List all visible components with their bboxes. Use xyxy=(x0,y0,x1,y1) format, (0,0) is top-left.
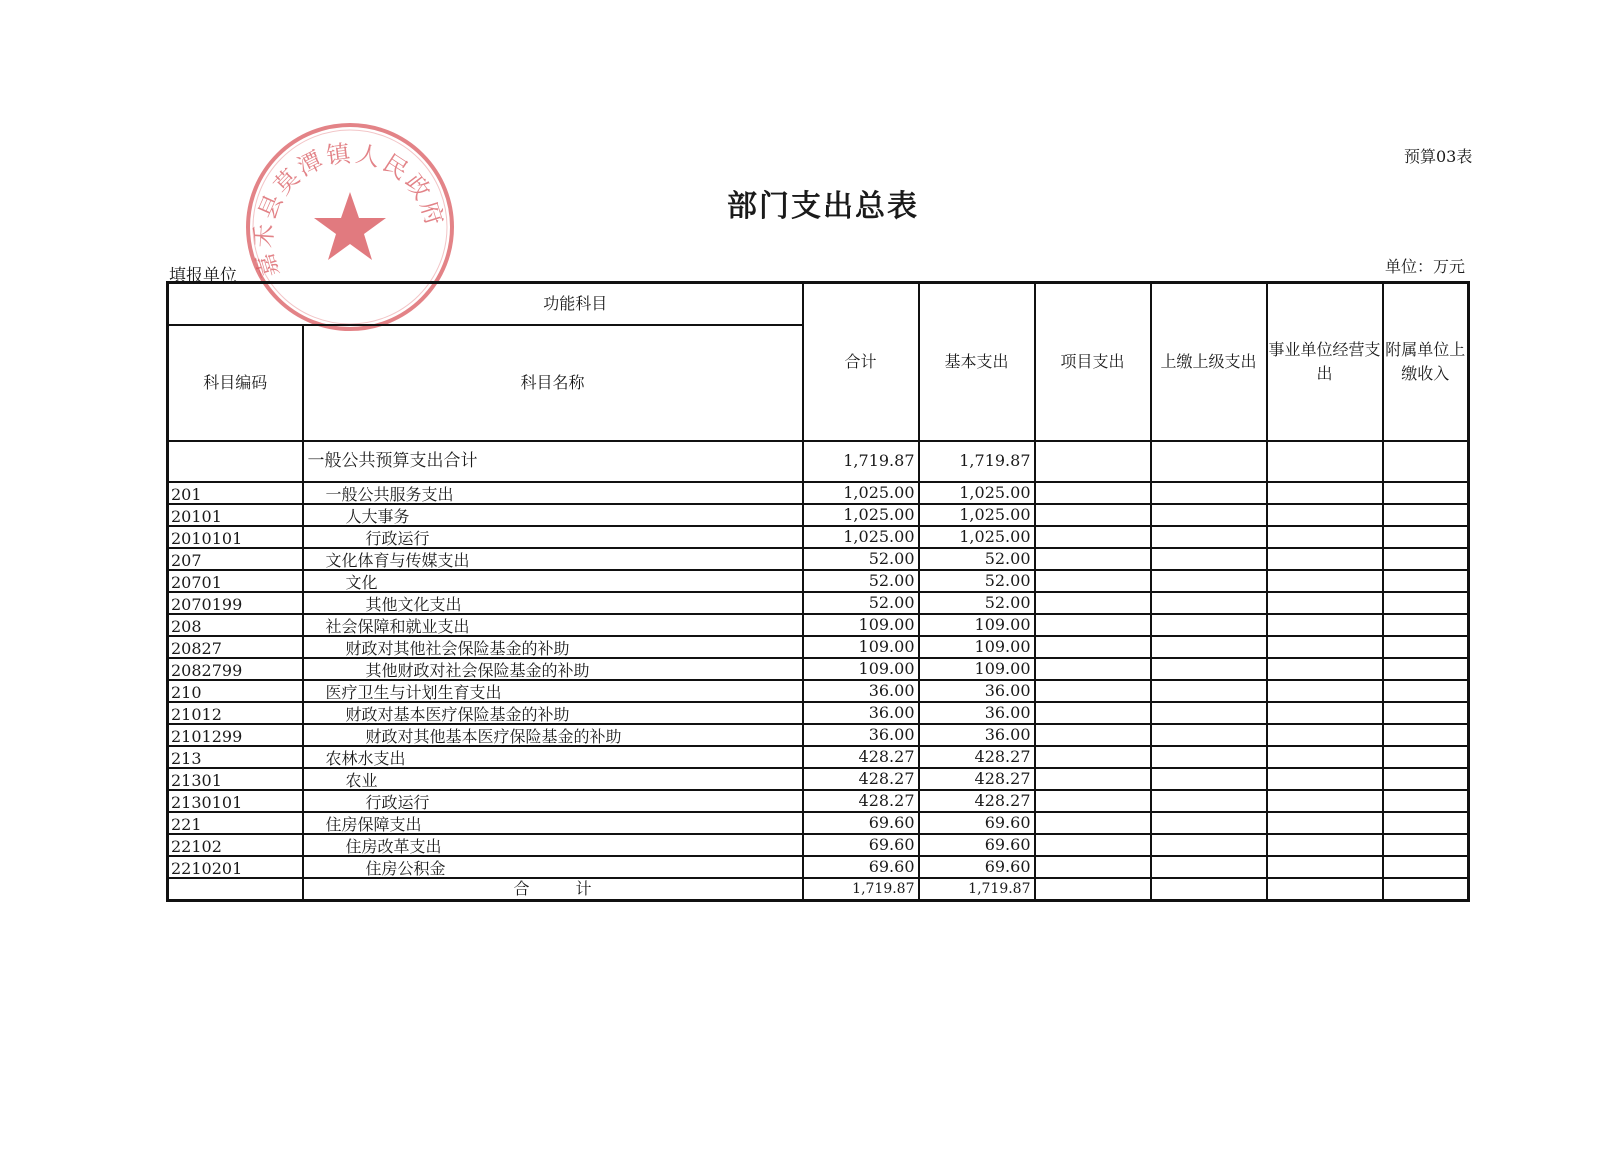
table-row xyxy=(168,526,1469,548)
turnover-expenditure-cell xyxy=(1151,702,1267,724)
business-expenditure-cell xyxy=(1267,482,1383,504)
summary-turnover xyxy=(1151,441,1267,482)
basic-expenditure-cell: 52.00 xyxy=(919,548,1035,570)
business-expenditure-cell xyxy=(1267,768,1383,790)
grand-total-affiliated xyxy=(1383,878,1469,901)
business-expenditure-cell xyxy=(1267,790,1383,812)
affiliated-income-cell xyxy=(1383,526,1469,548)
business-expenditure-cell xyxy=(1267,570,1383,592)
basic-expenditure-cell: 69.60 xyxy=(919,834,1035,856)
subject-code-cell: 201 xyxy=(168,482,303,504)
subject-code-cell: 22102 xyxy=(168,834,303,856)
grand-total-label-left: 合 xyxy=(513,878,530,898)
business-expenditure-cell xyxy=(1267,856,1383,878)
basic-expenditure-cell: 52.00 xyxy=(919,570,1035,592)
total-cell: 109.00 xyxy=(803,614,919,636)
header-basic-expenditure: 基本支出 xyxy=(919,283,1035,441)
business-expenditure-cell xyxy=(1267,526,1383,548)
table-row xyxy=(168,614,1469,636)
grand-total-label-right: 计 xyxy=(575,878,592,898)
basic-expenditure-cell: 1,025.00 xyxy=(919,504,1035,526)
subject-name-cell: 文化 xyxy=(303,570,803,592)
turnover-expenditure-cell xyxy=(1151,834,1267,856)
total-cell: 69.60 xyxy=(803,834,919,856)
project-expenditure-cell xyxy=(1035,592,1151,614)
basic-expenditure-cell: 52.00 xyxy=(919,592,1035,614)
project-expenditure-cell xyxy=(1035,482,1151,504)
business-expenditure-cell xyxy=(1267,614,1383,636)
page-title: 部门支出总表 xyxy=(727,189,919,224)
total-cell: 428.27 xyxy=(803,790,919,812)
subject-code-cell: 207 xyxy=(168,548,303,570)
total-cell: 428.27 xyxy=(803,746,919,768)
business-expenditure-cell xyxy=(1267,746,1383,768)
business-expenditure-cell xyxy=(1267,834,1383,856)
business-expenditure-cell xyxy=(1267,592,1383,614)
subject-code-cell: 208 xyxy=(168,614,303,636)
business-expenditure-cell xyxy=(1267,658,1383,680)
table-row xyxy=(168,834,1469,856)
total-cell: 1,025.00 xyxy=(803,526,919,548)
expenditure-table xyxy=(166,281,1470,902)
affiliated-income-cell xyxy=(1383,768,1469,790)
subject-name-cell: 财政对基本医疗保险基金的补助 xyxy=(303,702,803,724)
turnover-expenditure-cell xyxy=(1151,790,1267,812)
business-expenditure-cell xyxy=(1267,724,1383,746)
business-expenditure-cell xyxy=(1267,548,1383,570)
total-cell: 36.00 xyxy=(803,702,919,724)
summary-name: 一般公共预算支出合计 xyxy=(303,441,803,482)
subject-code-cell: 2082799 xyxy=(168,658,303,680)
affiliated-income-cell xyxy=(1383,812,1469,834)
header-total: 合计 xyxy=(803,283,919,441)
header-function-subjects: 功能科目 xyxy=(168,283,803,325)
total-cell: 69.60 xyxy=(803,812,919,834)
grand-total-code-cell xyxy=(168,878,303,901)
turnover-expenditure-cell xyxy=(1151,570,1267,592)
project-expenditure-cell xyxy=(1035,614,1151,636)
header-affiliated-income: 附属单位上缴收入 xyxy=(1383,283,1469,441)
currency-unit-label: 单位：万元 xyxy=(1385,257,1466,276)
subject-code-cell: 2101299 xyxy=(168,724,303,746)
summary-project xyxy=(1035,441,1151,482)
project-expenditure-cell xyxy=(1035,548,1151,570)
basic-expenditure-cell: 36.00 xyxy=(919,724,1035,746)
affiliated-income-cell xyxy=(1383,482,1469,504)
turnover-expenditure-cell xyxy=(1151,724,1267,746)
basic-expenditure-cell: 1,025.00 xyxy=(919,482,1035,504)
subject-name-cell: 其他财政对社会保险基金的补助 xyxy=(303,658,803,680)
basic-expenditure-cell: 69.60 xyxy=(919,812,1035,834)
table-row xyxy=(168,504,1469,526)
subject-code-cell: 20827 xyxy=(168,636,303,658)
table-row xyxy=(168,636,1469,658)
header-business-expenditure: 事业单位经营支出 xyxy=(1267,283,1383,441)
affiliated-income-cell xyxy=(1383,614,1469,636)
business-expenditure-cell xyxy=(1267,680,1383,702)
subject-name-cell: 农林水支出 xyxy=(303,746,803,768)
table-row xyxy=(168,658,1469,680)
table-row xyxy=(168,812,1469,834)
project-expenditure-cell xyxy=(1035,812,1151,834)
total-cell: 52.00 xyxy=(803,592,919,614)
grand-total-row xyxy=(168,878,1469,901)
affiliated-income-cell xyxy=(1383,592,1469,614)
subject-code-cell: 2010101 xyxy=(168,526,303,548)
subject-code-cell: 20101 xyxy=(168,504,303,526)
seal-text: 嘉禾县莫潭镇人民政府 xyxy=(249,139,450,281)
affiliated-income-cell xyxy=(1383,746,1469,768)
basic-expenditure-cell: 109.00 xyxy=(919,614,1035,636)
affiliated-income-cell xyxy=(1383,790,1469,812)
subject-code-cell: 2070199 xyxy=(168,592,303,614)
turnover-expenditure-cell xyxy=(1151,526,1267,548)
affiliated-income-cell xyxy=(1383,636,1469,658)
project-expenditure-cell xyxy=(1035,636,1151,658)
subject-name-cell: 住房保障支出 xyxy=(303,812,803,834)
grand-total-basic: 1,719.87 xyxy=(919,878,1035,901)
subject-name-cell: 行政运行 xyxy=(303,526,803,548)
affiliated-income-cell xyxy=(1383,658,1469,680)
project-expenditure-cell xyxy=(1035,746,1151,768)
turnover-expenditure-cell xyxy=(1151,658,1267,680)
total-cell: 109.00 xyxy=(803,658,919,680)
turnover-expenditure-cell xyxy=(1151,504,1267,526)
subject-name-cell: 文化体育与传媒支出 xyxy=(303,548,803,570)
basic-expenditure-cell: 428.27 xyxy=(919,746,1035,768)
subject-name-cell: 农业 xyxy=(303,768,803,790)
turnover-expenditure-cell xyxy=(1151,548,1267,570)
table-row xyxy=(168,680,1469,702)
project-expenditure-cell xyxy=(1035,834,1151,856)
project-expenditure-cell xyxy=(1035,658,1151,680)
affiliated-income-cell xyxy=(1383,680,1469,702)
project-expenditure-cell xyxy=(1035,570,1151,592)
basic-expenditure-cell: 36.00 xyxy=(919,702,1035,724)
affiliated-income-cell xyxy=(1383,834,1469,856)
turnover-expenditure-cell xyxy=(1151,482,1267,504)
project-expenditure-cell xyxy=(1035,702,1151,724)
basic-expenditure-cell: 69.60 xyxy=(919,856,1035,878)
subject-code-cell: 21012 xyxy=(168,702,303,724)
subject-name-cell: 医疗卫生与计划生育支出 xyxy=(303,680,803,702)
project-expenditure-cell xyxy=(1035,724,1151,746)
basic-expenditure-cell: 109.00 xyxy=(919,636,1035,658)
subject-name-cell: 住房公积金 xyxy=(303,856,803,878)
affiliated-income-cell xyxy=(1383,724,1469,746)
header-project-expenditure: 项目支出 xyxy=(1035,283,1151,441)
subject-code-cell: 221 xyxy=(168,812,303,834)
turnover-expenditure-cell xyxy=(1151,680,1267,702)
subject-code-cell: 20701 xyxy=(168,570,303,592)
subject-name-cell: 行政运行 xyxy=(303,790,803,812)
table-row xyxy=(168,724,1469,746)
table-row xyxy=(168,746,1469,768)
subject-name-cell: 财政对其他基本医疗保险基金的补助 xyxy=(303,724,803,746)
project-expenditure-cell xyxy=(1035,790,1151,812)
basic-expenditure-cell: 109.00 xyxy=(919,658,1035,680)
table-row xyxy=(168,570,1469,592)
subject-code-cell: 2130101 xyxy=(168,790,303,812)
total-cell: 109.00 xyxy=(803,636,919,658)
total-cell: 428.27 xyxy=(803,768,919,790)
form-number: 预算03表 xyxy=(1404,147,1473,166)
project-expenditure-cell xyxy=(1035,856,1151,878)
affiliated-income-cell xyxy=(1383,702,1469,724)
turnover-expenditure-cell xyxy=(1151,856,1267,878)
project-expenditure-cell xyxy=(1035,680,1151,702)
subject-name-cell: 财政对其他社会保险基金的补助 xyxy=(303,636,803,658)
project-expenditure-cell xyxy=(1035,526,1151,548)
turnover-expenditure-cell xyxy=(1151,746,1267,768)
total-cell: 69.60 xyxy=(803,856,919,878)
business-expenditure-cell xyxy=(1267,636,1383,658)
business-expenditure-cell xyxy=(1267,504,1383,526)
project-expenditure-cell xyxy=(1035,768,1151,790)
subject-code-cell: 2210201 xyxy=(168,856,303,878)
turnover-expenditure-cell xyxy=(1151,614,1267,636)
grand-total-business xyxy=(1267,878,1383,901)
project-expenditure-cell xyxy=(1035,504,1151,526)
table-row xyxy=(168,548,1469,570)
grand-total-turnover xyxy=(1151,878,1267,901)
summary-row xyxy=(168,441,1469,482)
summary-code-cell xyxy=(168,441,303,482)
table-row xyxy=(168,856,1469,878)
subject-name-cell: 其他文化支出 xyxy=(303,592,803,614)
subject-code-cell: 213 xyxy=(168,746,303,768)
total-cell: 1,025.00 xyxy=(803,504,919,526)
total-cell: 1,025.00 xyxy=(803,482,919,504)
basic-expenditure-cell: 428.27 xyxy=(919,768,1035,790)
table-row xyxy=(168,592,1469,614)
subject-name-cell: 一般公共服务支出 xyxy=(303,482,803,504)
summary-total: 1,719.87 xyxy=(803,441,919,482)
total-cell: 52.00 xyxy=(803,570,919,592)
header-turnover-expenditure: 上缴上级支出 xyxy=(1151,283,1267,441)
grand-total-label xyxy=(303,878,803,901)
affiliated-income-cell xyxy=(1383,548,1469,570)
table-row xyxy=(168,790,1469,812)
total-cell: 36.00 xyxy=(803,680,919,702)
turnover-expenditure-cell xyxy=(1151,592,1267,614)
filler-unit-label: 填报单位 xyxy=(169,266,237,286)
total-cell: 36.00 xyxy=(803,724,919,746)
subject-code-cell: 21301 xyxy=(168,768,303,790)
subject-name-cell: 住房改革支出 xyxy=(303,834,803,856)
basic-expenditure-cell: 1,025.00 xyxy=(919,526,1035,548)
affiliated-income-cell xyxy=(1383,856,1469,878)
turnover-expenditure-cell xyxy=(1151,768,1267,790)
table-row xyxy=(168,482,1469,504)
turnover-expenditure-cell xyxy=(1151,636,1267,658)
total-cell: 52.00 xyxy=(803,548,919,570)
grand-total-project xyxy=(1035,878,1151,901)
affiliated-income-cell xyxy=(1383,504,1469,526)
business-expenditure-cell xyxy=(1267,812,1383,834)
subject-name-cell: 社会保障和就业支出 xyxy=(303,614,803,636)
table-row xyxy=(168,768,1469,790)
affiliated-income-cell xyxy=(1383,570,1469,592)
table-row xyxy=(168,702,1469,724)
summary-basic: 1,719.87 xyxy=(919,441,1035,482)
subject-code-cell: 210 xyxy=(168,680,303,702)
header-subject-name: 科目名称 xyxy=(303,325,803,441)
summary-affiliated xyxy=(1383,441,1469,482)
basic-expenditure-cell: 428.27 xyxy=(919,790,1035,812)
subject-name-cell: 人大事务 xyxy=(303,504,803,526)
basic-expenditure-cell: 36.00 xyxy=(919,680,1035,702)
header-subject-code: 科目编码 xyxy=(168,325,303,441)
turnover-expenditure-cell xyxy=(1151,812,1267,834)
business-expenditure-cell xyxy=(1267,702,1383,724)
summary-business xyxy=(1267,441,1383,482)
grand-total-total: 1,719.87 xyxy=(803,878,919,901)
